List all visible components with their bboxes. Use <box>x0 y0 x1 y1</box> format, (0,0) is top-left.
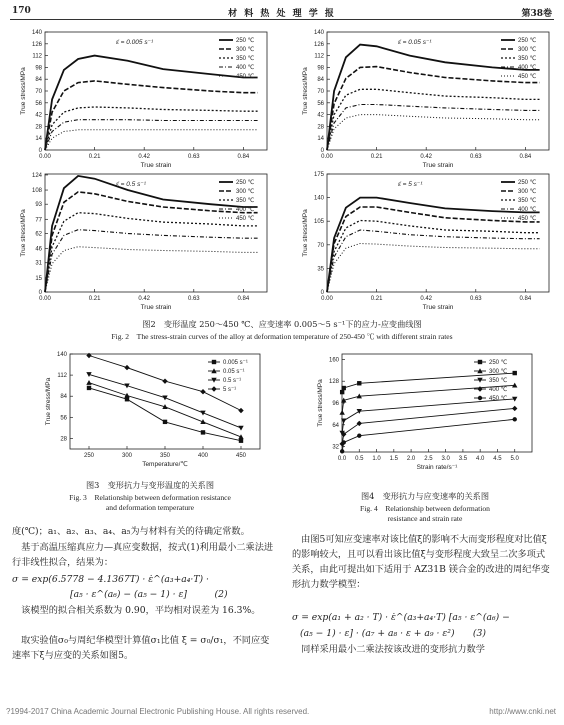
fig3-legend-marker <box>211 386 216 391</box>
fig2-panel-2-x-tick-label: 0.63 <box>187 296 200 302</box>
fig2-panel-1-y-tick-label: 56 <box>317 100 324 107</box>
fig2-panel-3-x-tick-label: 0.63 <box>469 296 482 302</box>
fig2-panel-0-x-tick-label: 0.63 <box>187 154 200 160</box>
fig2-panel-2-rate-label: ε̇ = 0.5 s⁻¹ <box>116 181 146 188</box>
fig4-x-tick-label: 1.5 <box>389 456 398 462</box>
fig2-panel-3-y-tick-label: 0 <box>320 290 324 296</box>
fig4-data-point <box>512 406 517 411</box>
left-paragraph-3: 该模型的拟合相关系数为 0.90，平均相对误差为 16.3%。 <box>12 605 261 616</box>
stress-strain-chart-0005 <box>0 24 280 174</box>
fig2-panel-3-rate-label: ε̇ = 5 s⁻¹ <box>398 181 423 188</box>
fig2-panel-0-y-axis-label: True stress/MPa <box>20 67 27 115</box>
fig4-x-tick-label: 4.0 <box>476 456 485 462</box>
fig2-panel-1-series-line <box>327 67 540 150</box>
fig4-x-tick-label: 0.5 <box>355 456 364 462</box>
fig4-x-axis-label: Strain rate/s⁻¹ <box>416 464 458 471</box>
fig2-panel-0-x-tick-label: 0.21 <box>88 154 101 160</box>
fig4-data-point <box>357 433 361 437</box>
fig2-panel-0-legend-label: 450 ℃ <box>236 74 255 80</box>
fig4-x-tick-label: 5.0 <box>510 456 519 462</box>
fig2-panel-3-x-axis-label: True strain <box>422 304 454 311</box>
fig3-data-point <box>200 389 205 394</box>
fig2-panel-3-y-tick-label: 140 <box>313 195 324 202</box>
fig2-panel-1-plot-frame <box>327 32 549 150</box>
fig4-y-axis-label: True stress/MPa <box>317 379 324 427</box>
fig2-panel-1-y-tick-label: 112 <box>314 53 324 60</box>
fig2-panel-2-y-tick-label: 0 <box>38 290 42 296</box>
fig3-data-point <box>200 411 205 416</box>
fig4-caption-en-2: resistance and strain rate <box>387 514 463 523</box>
footer-copyright: ?1994-2017 China Academic Journal Electronic Publishing House. All rights reserved. <box>6 707 310 716</box>
fig2-panel-3-y-tick-label: 35 <box>317 266 324 273</box>
fig3-y-axis-label: True stress/MPa <box>45 377 52 426</box>
fig2-panel-1-legend-label: 350 ℃ <box>518 56 537 62</box>
fig2-panel-3-plot-frame <box>327 174 549 292</box>
fig3-y-tick-label: 84 <box>60 394 67 401</box>
fig3-data-point <box>238 408 243 413</box>
fig2-panel-0-y-tick-label: 140 <box>31 30 42 36</box>
fig2-panel-0-x-tick-label: 0.42 <box>138 154 151 160</box>
fig3-x-tick-label: 350 <box>159 453 171 459</box>
fig4-y-tick-label: 160 <box>328 357 339 364</box>
fig3-y-tick-label: 28 <box>60 436 67 443</box>
fig4-legend-label: 400 ℃ <box>489 387 508 393</box>
stress-strain-chart-05 <box>0 166 280 316</box>
fig2-panel-3-x-tick-label: 0.00 <box>321 296 333 302</box>
fig2-panel-0-legend-label: 300 ℃ <box>236 47 255 53</box>
stress-temperature-chart <box>30 348 270 478</box>
fig2-panel-1-y-tick-label: 140 <box>313 30 324 36</box>
fig4-legend-label: 450 ℃ <box>489 396 508 402</box>
fig2-panel-2-y-tick-label: 62 <box>35 231 42 238</box>
fig2-panel-3-x-tick-label: 0.42 <box>420 296 433 302</box>
fig2-panel-0-y-tick-label: 112 <box>32 53 42 60</box>
fig2-panel-1-x-axis-label: True strain <box>422 162 454 169</box>
fig2-panel-0-series-line <box>45 130 258 150</box>
fig3-data-point <box>238 426 243 431</box>
fig3-x-tick-label: 400 <box>197 453 209 459</box>
fig4-legend-label: 350 ℃ <box>489 378 508 384</box>
fig4-caption-en-1: Fig. 4 Relationship between deformation <box>360 504 490 513</box>
equation-3-line-2: (a₅ − 1) · ε] · (a₇ + a₈ · ε + a₉ · ε²) (3) <box>300 628 486 639</box>
left-paragraph-2: 基于高温压缩真应力—真应变数据，按式(1)利用最小二乘法进行非线性拟合，结果为： <box>12 542 274 568</box>
fig2-panel-0-series-line <box>45 107 258 150</box>
fig2-panel-1-legend-label: 300 ℃ <box>518 47 537 53</box>
right-paragraph-1: 由图5可知应变速率对该比值ξ的影响不大而变形程度对比值ξ的影响较大，且可以看出该比值ξ与变形程度大致呈二次多项式关系，由此可提出如下适用于 AZ31B 镁合金的改进的周纪华变形抗力数学模型： <box>292 534 550 590</box>
fig4-x-tick-label: 0.0 <box>337 456 347 462</box>
fig3-data-point <box>238 434 243 439</box>
fig2-panel-2-y-axis-label: True stress/MPa <box>20 209 27 257</box>
fig2-panel-3-legend-label: 450 ℃ <box>518 216 537 222</box>
fig2-panel-2-y-tick-label: 124 <box>31 172 42 179</box>
fig4-x-tick-label: 1.0 <box>372 456 381 462</box>
fig3-data-point <box>87 386 91 390</box>
fig2-panel-1-x-tick-label: 0.63 <box>469 154 482 160</box>
fig3-data-point <box>125 397 129 401</box>
fig4-data-point <box>339 410 344 415</box>
stress-strain-chart-005 <box>282 24 562 174</box>
fig2-panel-1-legend-label: 250 ℃ <box>518 38 537 44</box>
fig2-panel-1-y-tick-label: 28 <box>317 124 324 131</box>
fig3-caption-cn: 图3 变形抗力与变形温度的关系图 <box>85 480 215 490</box>
fig4-legend-marker <box>478 360 482 364</box>
footer-url: http://www.cnki.net <box>489 707 556 716</box>
fig2-panel-1-x-tick-label: 0.00 <box>321 154 333 160</box>
equation-2-line-1: σ = exp(6.5778 − 4.1367T) · ε̇^(a₃+a₄·T) · <box>12 574 209 585</box>
fig4-data-point <box>342 386 346 390</box>
fig2-panel-0-y-tick-label: 98 <box>35 65 42 72</box>
fig4-data-point <box>342 440 346 444</box>
fig2-panel-3-series-line <box>327 207 540 292</box>
fig2-panel-1-y-tick-label: 42 <box>317 112 324 119</box>
fig3-y-tick-label: 56 <box>60 415 67 422</box>
fig2-panel-0-y-tick-label: 56 <box>35 100 42 107</box>
fig3-data-point <box>162 378 167 383</box>
fig2-panel-3-legend-label: 300 ℃ <box>518 189 537 195</box>
fig3-y-tick-label: 112 <box>57 373 67 380</box>
left-paragraph-1: 度(℃)；a₁、a₂、a₃、a₄、a₅为与材料有关的待确定常数。 <box>12 526 250 537</box>
fig4-x-tick-label: 2.5 <box>424 456 433 462</box>
fig3-data-point <box>201 430 205 434</box>
fig2-panel-0-y-tick-label: 28 <box>35 124 42 131</box>
fig2-panel-0-y-tick-label: 42 <box>35 112 42 119</box>
fig3-legend-label: 0.5 s⁻¹ <box>223 378 242 384</box>
fig4-caption-cn: 图4 变形抗力与应变速率的关系图 <box>360 491 490 501</box>
fig2-panel-2-series-line <box>45 247 258 292</box>
fig4-x-tick-label: 3.5 <box>458 456 468 462</box>
fig2-panel-1-y-tick-label: 98 <box>317 65 324 72</box>
fig4-legend-label: 300 ℃ <box>489 369 508 375</box>
fig3-data-point <box>86 380 91 385</box>
fig2-panel-0-x-axis-label: True strain <box>140 162 172 169</box>
fig4-y-tick-label: 128 <box>328 379 339 386</box>
journal-title: 材 料 热 处 理 学 报 <box>228 9 336 19</box>
fig2-panel-0-y-tick-label: 126 <box>31 41 42 48</box>
fig4-data-point <box>340 449 344 453</box>
fig2-panel-1-series-line <box>327 105 540 151</box>
fig2-panel-1-y-axis-label: True stress/MPa <box>302 67 309 115</box>
fig4-data-point <box>513 417 517 421</box>
stress-strain-chart-5 <box>282 166 562 316</box>
fig2-panel-0-y-tick-label: 14 <box>35 136 42 143</box>
fig2-panel-0-series-line <box>45 56 258 150</box>
equation-3-line-1: σ = exp(a₁ + a₂ · T) · ε̇^(a₃+a₄·T) [a₅ · ε^(a₆) − <box>292 612 510 623</box>
fig3-y-tick-label: 140 <box>56 352 67 358</box>
fig2-panel-0-legend-label: 350 ℃ <box>236 56 255 62</box>
fig3-series-line <box>89 383 241 437</box>
fig2-panel-2-legend-label: 300 ℃ <box>236 189 255 195</box>
fig4-y-tick-label: 96 <box>332 401 339 407</box>
fig2-panel-3-x-tick-label: 0.21 <box>370 296 383 302</box>
fig3-data-point <box>163 420 167 424</box>
fig2-panel-0-legend-label: 400 ℃ <box>236 65 255 71</box>
page-number: 170 <box>12 6 31 16</box>
fig4-legend-marker <box>477 386 482 391</box>
fig2-panel-2-y-tick-label: 46 <box>35 246 42 253</box>
stress-strainrate-chart <box>300 348 540 478</box>
fig2-panel-0-series-line <box>45 120 258 150</box>
fig4-data-point <box>340 390 344 394</box>
fig2-panel-0-rate-label: ε̇ = 0.005 s⁻¹ <box>116 39 154 46</box>
fig2-panel-0-y-tick-label: 70 <box>35 89 42 95</box>
equation-2-line-2: [a₅ · ε^(a₆) − (a₅ − 1) · ε] (2) <box>70 589 228 600</box>
fig2-panel-2-y-tick-label: 31 <box>35 260 42 267</box>
fig2-panel-3-legend-label: 400 ℃ <box>518 207 537 213</box>
fig2-panel-1-y-tick-label: 14 <box>317 136 324 143</box>
fig2-panel-2-series-line <box>45 213 258 292</box>
fig4-series-line <box>342 419 515 451</box>
fig2-panel-0-y-tick-label: 84 <box>35 77 42 84</box>
fig2-panel-2-y-tick-label: 108 <box>31 188 42 195</box>
fig2-panel-2-y-tick-label: 15 <box>35 275 42 282</box>
fig2-panel-2-y-tick-label: 93 <box>35 202 42 209</box>
fig4-x-tick-label: 2.0 <box>406 456 416 462</box>
fig2-panel-3-x-tick-label: 0.84 <box>519 296 532 302</box>
fig4-data-point <box>357 381 361 385</box>
fig2-panel-1-y-tick-label: 84 <box>317 77 324 84</box>
volume-label: 第38卷 <box>521 9 552 19</box>
fig3-legend-label: 0.005 s⁻¹ <box>223 360 248 366</box>
fig2-panel-0-plot-frame <box>45 32 267 150</box>
fig2-panel-2-series-line <box>45 192 258 292</box>
fig2-panel-3-series-line <box>327 244 540 293</box>
fig3-x-tick-label: 450 <box>235 453 247 459</box>
fig3-caption-en-1: Fig. 3 Relationship between deformation resistance <box>69 493 231 502</box>
fig2-panel-2-x-tick-label: 0.84 <box>237 296 250 302</box>
fig4-legend-label: 250 ℃ <box>489 360 508 366</box>
header-rule <box>10 19 554 20</box>
right-paragraph-2: 同样采用最小二乘法按该改进的变形抗力数学 <box>292 644 485 655</box>
fig2-caption-en: Fig. 2 The stress-strain curves of the alloy at deformation temperature of 250-450 ℃ with different strain rates <box>111 332 453 341</box>
fig2-panel-0-legend-label: 250 ℃ <box>236 38 255 44</box>
fig2-panel-1-y-tick-label: 0 <box>320 148 324 154</box>
fig2-panel-3-legend-label: 350 ℃ <box>518 198 537 204</box>
fig2-panel-1-y-tick-label: 126 <box>313 41 324 48</box>
fig3-x-tick-label: 250 <box>83 453 95 459</box>
fig3-data-point <box>124 365 129 370</box>
fig4-y-tick-label: 64 <box>332 422 339 429</box>
fig4-series-line <box>342 408 515 443</box>
fig3-x-tick-label: 300 <box>121 453 133 459</box>
fig2-panel-2-x-axis-label: True strain <box>140 304 172 311</box>
left-paragraph-4: 取实验值σ₀与周纪华模型计算值σ₁比值 ξ = σ₀/σ₁，不同应变速率下ξ与应变的关系如图5。 <box>12 635 270 661</box>
fig2-panel-3-legend-label: 250 ℃ <box>518 180 537 186</box>
fig3-legend-label: 0.05 s⁻¹ <box>223 369 245 375</box>
fig3-legend-label: 5 s⁻¹ <box>223 387 237 393</box>
fig2-panel-1-x-tick-label: 0.21 <box>370 154 383 160</box>
fig2-panel-2-x-tick-label: 0.21 <box>88 296 101 302</box>
fig2-panel-2-legend-label: 450 ℃ <box>236 216 255 222</box>
fig2-panel-1-legend-label: 450 ℃ <box>518 74 537 80</box>
fig2-panel-2-y-tick-label: 77 <box>35 217 42 224</box>
fig2-panel-3-series-line <box>327 221 540 293</box>
fig2-panel-1-x-tick-label: 0.42 <box>420 154 433 160</box>
fig4-y-tick-label: 32 <box>332 444 339 451</box>
fig2-panel-2-x-tick-label: 0.42 <box>138 296 151 302</box>
fig2-panel-1-x-tick-label: 0.84 <box>519 154 532 160</box>
fig2-panel-1-series-line <box>327 45 540 150</box>
fig2-panel-0-x-tick-label: 0.00 <box>39 154 51 160</box>
fig2-panel-1-series-line <box>327 89 540 150</box>
fig2-panel-3-y-axis-label: True stress/MPa <box>302 209 309 257</box>
fig3-data-point <box>239 439 243 443</box>
fig2-panel-0-series-line <box>45 81 258 150</box>
fig2-panel-3-series-line <box>327 230 540 292</box>
fig2-caption-cn: 图2 变形温度 250～450 ℃、应变速率 0.005～5 s⁻¹下的应力-应变曲线图 <box>142 319 422 329</box>
fig4-series-line <box>342 399 515 433</box>
fig2-panel-1-legend-label: 400 ℃ <box>518 65 537 71</box>
fig4-legend-marker <box>478 396 482 400</box>
fig2-panel-3-y-tick-label: 70 <box>317 242 324 249</box>
fig2-panel-2-x-tick-label: 0.00 <box>39 296 51 302</box>
fig2-panel-1-rate-label: ε̇ = 0.05 s⁻¹ <box>398 39 432 46</box>
fig2-panel-1-y-tick-label: 70 <box>317 89 324 95</box>
fig2-panel-2-series-line <box>45 230 258 292</box>
fig2-panel-3-series-line <box>327 198 540 292</box>
fig4-x-tick-label: 3.0 <box>441 456 450 462</box>
fig4-data-point <box>513 371 517 375</box>
fig2-panel-1-series-line <box>327 115 540 150</box>
fig2-panel-2-legend-label: 250 ℃ <box>236 180 255 186</box>
fig2-panel-2-legend-label: 350 ℃ <box>236 198 255 204</box>
fig2-panel-0-y-tick-label: 0 <box>38 148 42 154</box>
fig4-data-point <box>357 421 362 426</box>
fig3-legend-marker <box>212 360 216 364</box>
fig2-panel-2-legend-label: 400 ℃ <box>236 207 255 213</box>
fig3-x-axis-label: Temperature/℃ <box>142 461 188 468</box>
fig2-panel-3-y-tick-label: 105 <box>313 219 324 226</box>
fig3-caption-en-2: and deformation temperature <box>105 503 195 512</box>
fig2-panel-0-x-tick-label: 0.84 <box>237 154 250 160</box>
fig2-panel-3-y-tick-label: 175 <box>313 172 324 178</box>
fig4-x-tick-label: 4.5 <box>493 456 502 462</box>
